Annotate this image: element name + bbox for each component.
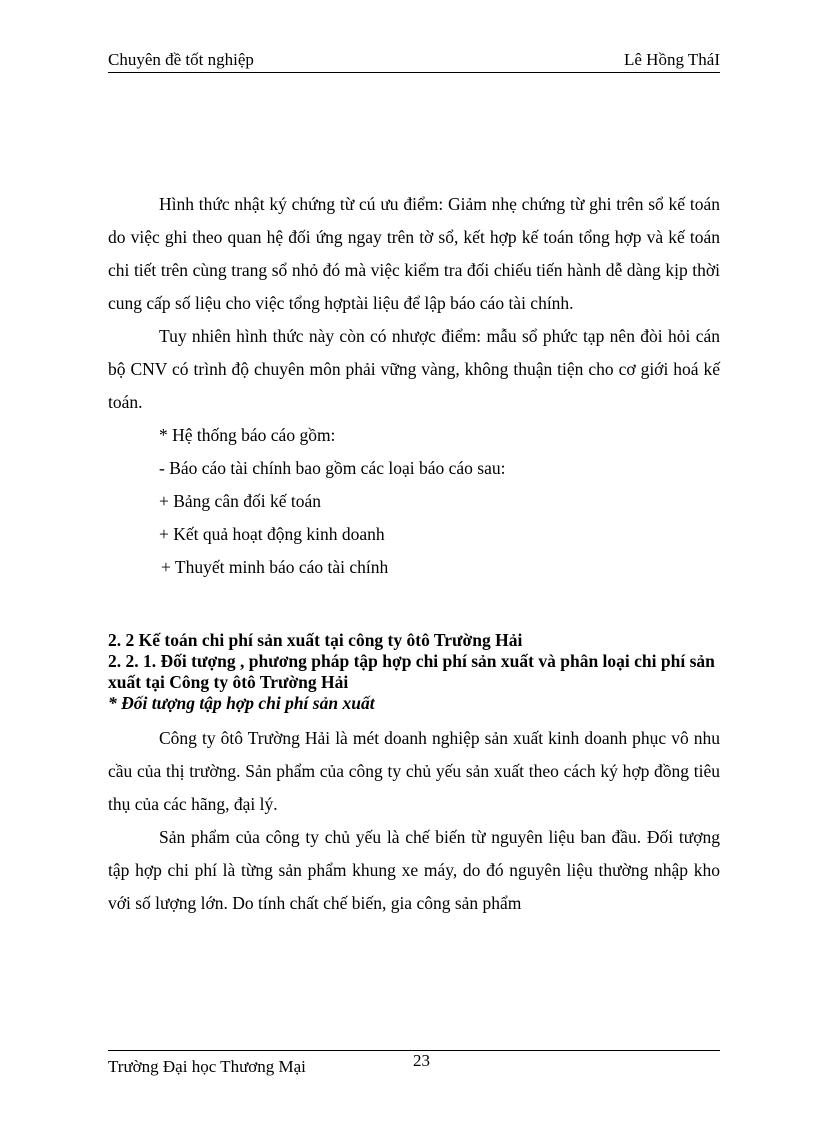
italic-heading: * Đối tượng tập hợp chi phí sản xuất	[108, 693, 375, 713]
list-item: + Kết quả hoạt động kinh doanh	[159, 524, 385, 544]
header-author: Lê Hồng TháI	[624, 50, 720, 69]
header-title: Chuyên đề tốt nghiệp	[108, 50, 254, 69]
paragraph-disadvantages: Tuy nhiên hình thức này còn có nhược điểm: mẫu sổ phức tạp nên đòi hỏi cán bộ CNV có trình độ chuyên môn phải vững vàng, không thuận tiện cho cơ giới hoá kế toán.	[108, 326, 720, 412]
section-heading: 2. 2 Kế toán chi phí sản xuất tại công ty ôtô Trường Hải	[108, 630, 523, 650]
subsection-heading: 2. 2. 1. Đối tượng , phương pháp tập hợp chi phí sản xuất và phân loại chi phí sản xuất tại Công ty ôtô Trường Hải	[108, 651, 715, 692]
page-header	[108, 50, 720, 73]
paragraph-company: Công ty ôtô Trường Hải là mét doanh nghiệp sản xuất kinh doanh phục vô nhu cầu của thị trường. Sản phẩm của công ty chủ yếu sản xuất theo cách ký hợp đồng tiêu thụ của các hãng, đại lý.	[108, 728, 720, 814]
lower-body	[108, 722, 720, 920]
upper-body	[108, 188, 720, 584]
list-item: + Bảng cân đối kế toán	[159, 491, 321, 511]
page-footer	[108, 1050, 720, 1076]
list-item: * Hệ thống báo cáo gồm:	[159, 425, 336, 445]
paragraph-advantages: Hình thức nhật ký chứng từ cú ưu điểm: Giảm nhẹ chứng từ ghi trên sổ kế toán do việc ghi theo quan hệ đối ứng ngay trên tờ sổ, kết hợp kế toán tổng hợp và kế toán chi tiết trên cùng trang sổ nhỏ đó mà việc kiểm tra đối chiếu tiến hành dễ dàng kịp thời cung cấp số liệu cho việc tổng hợptài liệu để lập báo cáo tài chính.	[108, 194, 720, 313]
paragraph-products: Sản phẩm của công ty chủ yếu là chế biến từ nguyên liệu ban đầu. Đối tượng tập hợp chi phí là từng sản phẩm khung xe máy, do đó nguyên liệu thường nhập kho với số lượng lớn. Do tính chất chế biến, gia công sản phẩm	[108, 827, 720, 913]
list-item: + Thuyết minh báo cáo tài chính	[161, 557, 389, 577]
section-block	[108, 630, 720, 714]
footer-school: Trường Đại học Thương Mại	[108, 1057, 306, 1076]
list-item: - Báo cáo tài chính bao gồm các loại báo cáo sau:	[159, 458, 506, 478]
page-number: 23	[413, 1051, 430, 1070]
